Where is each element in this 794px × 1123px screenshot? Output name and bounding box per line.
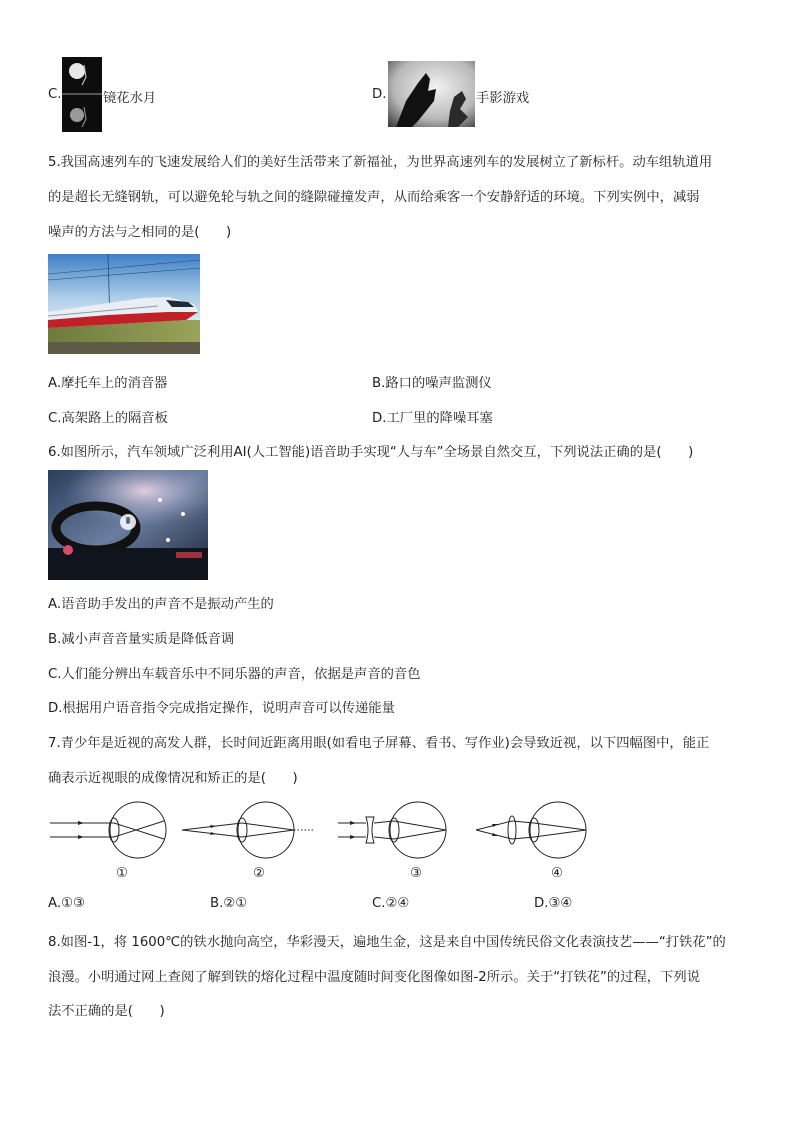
eye-diagram-1 — [48, 795, 168, 865]
q4-option-c-text: 镜花水月 — [103, 91, 157, 106]
eye-diagram-1-label: ① — [116, 866, 128, 881]
q7-option-d[interactable]: D.③④ — [534, 896, 573, 911]
q5-stem-line-3: 噪声的方法与之相同的是( ) — [48, 225, 232, 240]
q6-option-c[interactable]: C.人们能分辨出车载音乐中不同乐器的声音，依据是声音的音色 — [48, 667, 421, 682]
q6-stem-line-1: 6.如图所示，汽车领域广泛利用AI(人工智能)语音助手实现“人与车”全场景自然交互，下列说法正确的是( ) — [48, 445, 694, 460]
q8-stem-line-2: 浪漫。小明通过网上查阅了解到铁的熔化过程中温度随时间变化图像如图-2所示。关于“打铁花”的过程，下列说 — [48, 970, 700, 985]
q6-car-ai-image — [48, 470, 208, 580]
q7-option-a[interactable]: A.①③ — [48, 896, 85, 911]
q6-option-a[interactable]: A.语音助手发出的声音不是振动产生的 — [48, 597, 274, 612]
q7-stem-line-1: 7.青少年是近视的高发人群，长时间近距离用眼(如看电子屏幕、看书、写作业)会导致近视，以下四幅图中，能正 — [48, 736, 710, 751]
q4-option-c-image — [62, 57, 102, 132]
eye-diagram-4-label: ④ — [551, 866, 563, 881]
q5-stem-line-1: 5.我国高速列车的飞速发展给人们的美好生活带来了新福祉，为世界高速列车的发展树立了新标杆。动车组轨道用 — [48, 155, 713, 170]
q4-option-c-label: C. — [48, 87, 62, 102]
q4-option-d-label: D. — [372, 87, 387, 102]
q6-option-b[interactable]: B.减小声音音量实质是降低音调 — [48, 632, 235, 647]
eye-diagram-4 — [474, 795, 594, 865]
q5-train-image — [48, 254, 200, 354]
q5-option-a[interactable]: A.摩托车上的消音器 — [48, 376, 168, 391]
q6-option-d[interactable]: D.根据用户语音指令完成指定操作，说明声音可以传递能量 — [48, 701, 395, 716]
q8-stem-line-3: 法不正确的是( ) — [48, 1004, 165, 1019]
q5-option-b[interactable]: B.路口的噪声监测仪 — [372, 376, 492, 391]
eye-diagram-3 — [336, 795, 456, 865]
q4-option-d-image — [388, 61, 475, 127]
eye-diagram-2-label: ② — [253, 866, 265, 881]
q7-option-c[interactable]: C.②④ — [372, 896, 410, 911]
q5-stem-line-2: 的是超长无缝钢轨，可以避免轮与轨之间的缝隙碰撞发声，从而给乘客一个安静舒适的环境。下列实例中，减弱 — [48, 190, 700, 205]
q7-option-b[interactable]: B.②① — [210, 896, 248, 911]
q5-option-c[interactable]: C.高架路上的隔音板 — [48, 411, 168, 426]
eye-diagram-2 — [180, 795, 315, 865]
q5-option-d[interactable]: D.工厂里的降噪耳塞 — [372, 411, 493, 426]
eye-diagram-3-label: ③ — [410, 866, 422, 881]
q8-stem-line-1: 8.如图-1，将 1600℃的铁水抛向高空，华彩漫天，遍地生金，这是来自中国传统民俗文化表演技艺——“打铁花”的 — [48, 935, 726, 950]
q7-stem-line-2: 确表示近视眼的成像情况和矫正的是( ) — [48, 771, 298, 786]
q4-option-d-text: 手影游戏 — [476, 91, 530, 106]
